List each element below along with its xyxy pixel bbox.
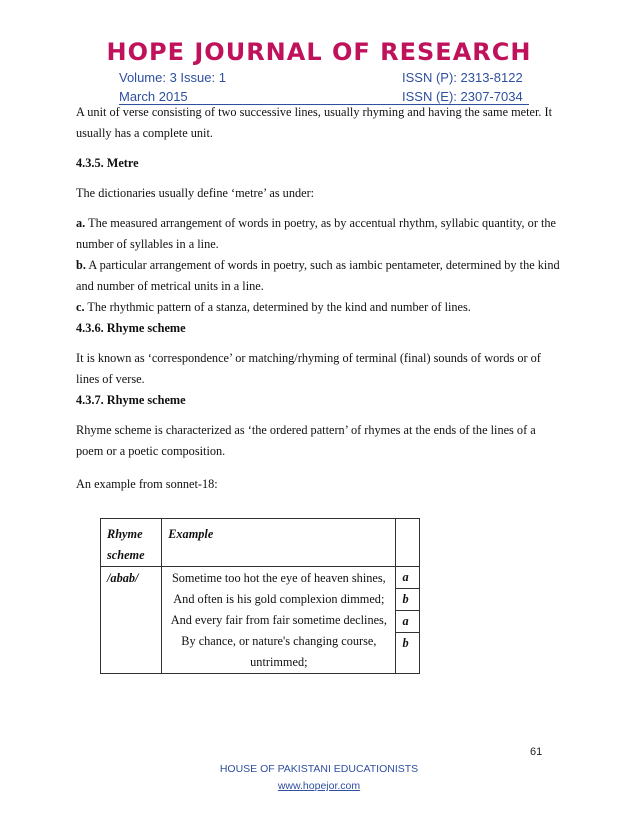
table-header-row bbox=[101, 519, 420, 567]
metre-heading: 4.3.5. Metre bbox=[76, 156, 139, 170]
header-example: Example bbox=[162, 519, 396, 567]
definition-marker: a. bbox=[76, 216, 86, 230]
scheme-cell: /abab/ bbox=[101, 567, 162, 674]
table-row bbox=[101, 567, 420, 674]
journal-title: HOPE JOURNAL OF RESEARCH bbox=[106, 38, 532, 66]
definition-a bbox=[76, 213, 566, 255]
rhyme-paragraph-1: It is known as ‘correspondence’ or matching/rhyming of terminal (final) sounds of words or of lines of verse. bbox=[76, 351, 541, 386]
issn-electronic: ISSN (E): 2307-7034 bbox=[402, 89, 523, 104]
header-rhyme-scheme: Rhyme scheme bbox=[101, 519, 162, 567]
rhyme-paragraph-2: Rhyme scheme is characterized as ‘the ordered pattern’ of rhymes at the ends of the lines of a poem or a poetic composition. bbox=[76, 423, 536, 458]
sonnet-line: Sometime too hot the eye of heaven shines, bbox=[171, 571, 386, 585]
rhyme-heading-2: 4.3.7. Rhyme scheme bbox=[76, 393, 186, 407]
metre-intro: The dictionaries usually define ‘metre’ as under: bbox=[76, 186, 315, 200]
document-body bbox=[76, 102, 566, 495]
definition-marker: c. bbox=[76, 300, 85, 314]
sonnet-line: By chance, or nature's changing course, bbox=[181, 634, 377, 648]
definition-b bbox=[76, 255, 566, 297]
sonnet-line: And every fair from fair sometime declines, bbox=[170, 613, 387, 627]
intro-paragraph: A unit of verse consisting of two successive lines, usually rhyming and having the same meter. It usually has a complete unit. bbox=[76, 105, 553, 140]
sonnet-lines-cell bbox=[162, 567, 396, 674]
volume-issue: Volume: 3 Issue: 1 bbox=[119, 70, 226, 85]
rhyme-letter: a bbox=[396, 611, 419, 633]
definition-text: A particular arrangement of words in poetry, such as iambic pentameter, determined by the kind and number of metrical units in a line. bbox=[76, 258, 560, 293]
page-number: 61 bbox=[530, 746, 543, 758]
header-meta-row-1 bbox=[119, 70, 529, 85]
rhyme-heading-1: 4.3.6. Rhyme scheme bbox=[76, 321, 186, 335]
issn-print: ISSN (P): 2313-8122 bbox=[402, 70, 523, 85]
footer-organization: HOUSE OF PAKISTANI EDUCATIONISTS bbox=[219, 763, 419, 775]
sonnet-line: And often is his gold complexion dimmed; bbox=[173, 592, 385, 606]
footer-website-link[interactable]: www.hopejor.com bbox=[277, 780, 361, 792]
definition-c bbox=[76, 297, 566, 318]
sonnet-line: untrimmed; bbox=[250, 655, 308, 669]
rhyme-scheme-table bbox=[100, 518, 420, 674]
issue-date: March 2015 bbox=[119, 89, 188, 104]
rhyme-letters-cell bbox=[396, 567, 420, 674]
definition-text: The rhythmic pattern of a stanza, determined by the kind and number of lines. bbox=[84, 300, 471, 314]
definition-text: The measured arrangement of words in poetry, as by accentual rhythm, syllabic quantity, or the number of syllables in a line. bbox=[76, 216, 557, 251]
rhyme-letter: a bbox=[396, 567, 419, 589]
rhyme-letter: b bbox=[396, 589, 419, 611]
example-intro: An example from sonnet-18: bbox=[76, 477, 218, 491]
rhyme-letter: b bbox=[402, 636, 409, 650]
header-empty-cell bbox=[396, 519, 420, 567]
definition-marker: b. bbox=[76, 258, 86, 272]
